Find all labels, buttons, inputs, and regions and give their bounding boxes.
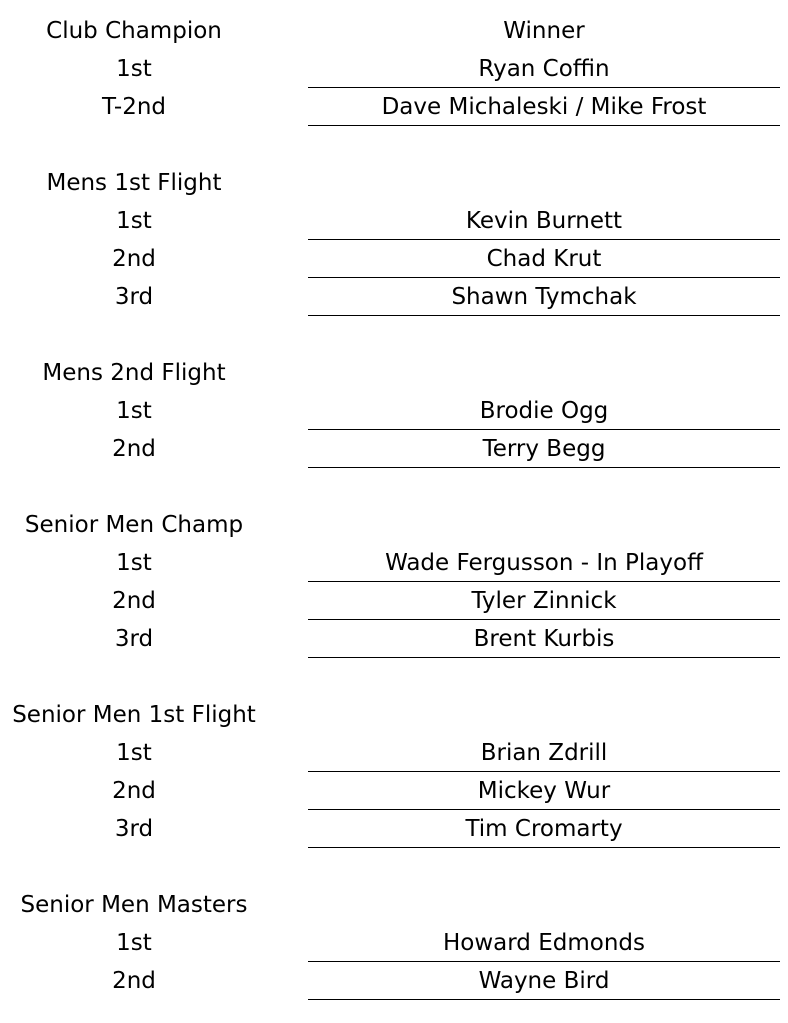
section-header-row xyxy=(0,696,788,734)
winner-name: Brent Kurbis xyxy=(308,620,780,658)
result-row xyxy=(0,734,788,772)
section-gap xyxy=(0,316,788,354)
section-gap xyxy=(0,658,788,696)
winner-name: Mickey Wur xyxy=(308,772,780,810)
section-mens-1st-flight xyxy=(0,164,788,354)
winner-name: Brian Zdrill xyxy=(308,734,780,772)
winner-name: Chad Krut xyxy=(308,240,780,278)
place-label: 2nd xyxy=(112,778,156,804)
place-label: 2nd xyxy=(112,968,156,994)
section-senior-men-1st-flight xyxy=(0,696,788,886)
winner-name: Brodie Ogg xyxy=(308,392,780,430)
place-label: 2nd xyxy=(112,246,156,272)
section-title: Senior Men 1st Flight xyxy=(12,702,256,728)
place-label: 1st xyxy=(116,930,152,956)
place-label: 2nd xyxy=(112,436,156,462)
place-label: T-2nd xyxy=(101,94,167,120)
section-title: Mens 2nd Flight xyxy=(42,360,226,386)
winner-name: Tim Cromarty xyxy=(308,810,780,848)
winner-name: Dave Michaleski / Mike Frost xyxy=(308,88,780,126)
section-title: Senior Men Masters xyxy=(20,892,248,918)
winner-column-header: Winner xyxy=(503,18,585,44)
section-club-champion xyxy=(0,12,788,164)
section-mens-2nd-flight xyxy=(0,354,788,506)
winner-name: Tyler Zinnick xyxy=(308,582,780,620)
result-row xyxy=(0,544,788,582)
section-header-row xyxy=(0,164,788,202)
section-header-row xyxy=(0,354,788,392)
winner-name: Terry Begg xyxy=(308,430,780,468)
result-row xyxy=(0,392,788,430)
section-header-row xyxy=(0,886,788,924)
result-row xyxy=(0,962,788,1000)
section-title: Club Champion xyxy=(46,18,222,44)
place-label: 1st xyxy=(116,550,152,576)
result-row xyxy=(0,582,788,620)
place-label: 3rd xyxy=(114,284,154,310)
place-label: 3rd xyxy=(114,626,154,652)
section-gap xyxy=(0,126,788,164)
section-gap xyxy=(0,848,788,886)
winner-name: Howard Edmonds xyxy=(308,924,780,962)
result-row xyxy=(0,924,788,962)
place-label: 3rd xyxy=(114,816,154,842)
section-senior-men-champ xyxy=(0,506,788,696)
result-row xyxy=(0,50,788,88)
result-row xyxy=(0,620,788,658)
winner-name: Ryan Coffin xyxy=(308,50,780,88)
winner-name: Wayne Bird xyxy=(308,962,780,1000)
winner-name: Shawn Tymchak xyxy=(308,278,780,316)
section-header-row xyxy=(0,12,788,50)
section-senior-men-masters xyxy=(0,886,788,1000)
result-row xyxy=(0,202,788,240)
result-row xyxy=(0,772,788,810)
result-row xyxy=(0,88,788,126)
top-margin xyxy=(0,0,788,12)
result-row xyxy=(0,810,788,848)
result-row xyxy=(0,278,788,316)
place-label: 1st xyxy=(116,740,152,766)
place-label: 1st xyxy=(116,398,152,424)
result-row xyxy=(0,240,788,278)
place-label: 1st xyxy=(116,208,152,234)
place-label: 2nd xyxy=(112,588,156,614)
section-title: Mens 1st Flight xyxy=(46,170,222,196)
result-row xyxy=(0,430,788,468)
section-gap xyxy=(0,468,788,506)
winner-name: Wade Fergusson - In Playoff xyxy=(308,544,780,582)
section-title: Senior Men Champ xyxy=(24,512,244,538)
place-label: 1st xyxy=(116,56,152,82)
winner-name: Kevin Burnett xyxy=(308,202,780,240)
section-header-row xyxy=(0,506,788,544)
